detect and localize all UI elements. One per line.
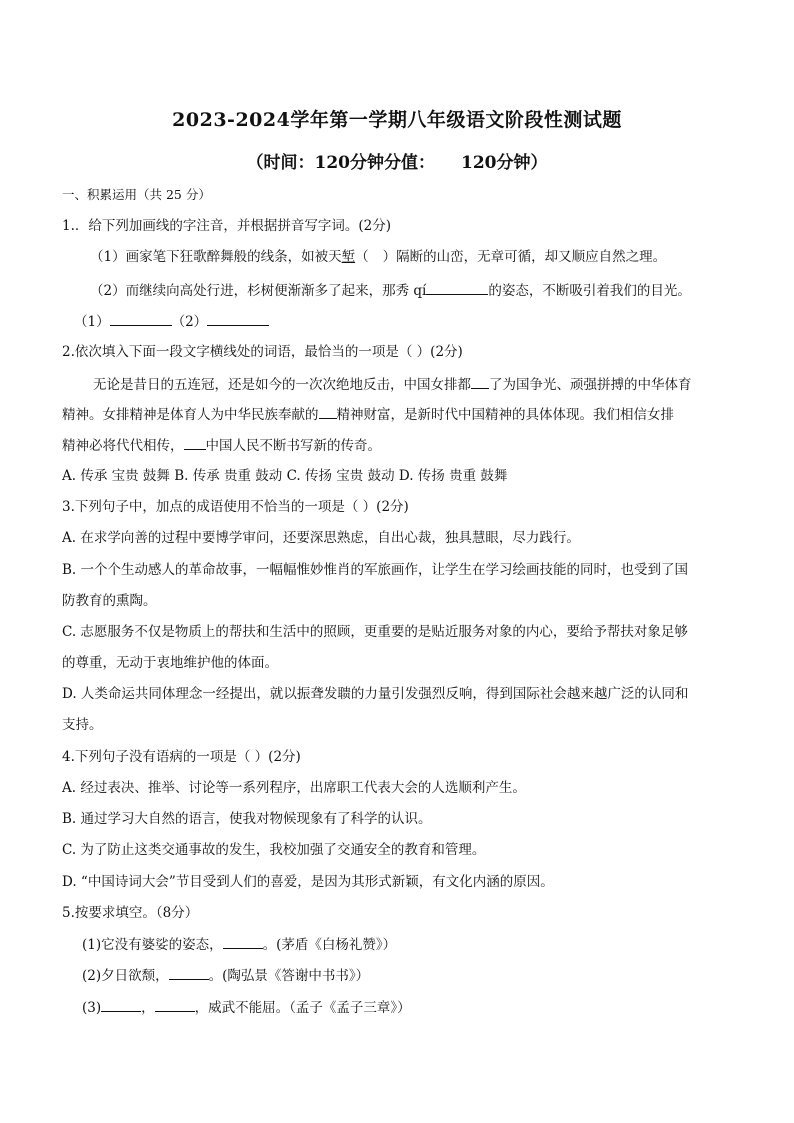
question-5-item-2: (2)夕日欲颓， 。(陶弘景《答谢中书书》）	[82, 965, 369, 986]
question-4-option-d: D. “中国诗词大会”节目受到人们的喜爱，是因为其形式新颖，有文化内涵的原因。	[62, 874, 554, 890]
question-4-option-a: A. 经过表决、推举、讨论等一系列程序，出席职工代表大会的人选顺利产生。	[62, 780, 526, 796]
question-2-stem: 2.依次填入下面一段文字横线处的词语，最恰当的一项是（ ）(2分)	[62, 344, 463, 360]
answer-blank-1[interactable]	[101, 997, 141, 1012]
answer-blank-2[interactable]	[155, 997, 195, 1012]
page-title: 2023-2024学年第一学期八年级语文阶段性测试题	[172, 109, 622, 131]
question-3-option-d: D. 人类命运共同体理念一经提出，就以振聋发聩的力量引发强烈反响，得到国际社会越来越广泛的认同和	[62, 686, 689, 702]
question-4-option-b: B. 通过学习大自然的语言，使我对物候现象有了科学的认识。	[62, 811, 432, 827]
question-3-option-c: C. 志愿服务不仅是物质上的帮扶和生活中的照顾，更重要的是贴近服务对象的内心，要给予帮扶对象足够	[62, 624, 688, 640]
question-1-item-2: （2）而继续向高处行进，杉树便渐渐多了起来，那秀 qí 的姿态，不断吸引着我们的目光。	[90, 280, 691, 301]
question-2-options: A. 传承 宝贵 鼓舞 B. 传承 贵重 鼓动 C. 传扬 宝贵 鼓动 D. 传扬 贵重 鼓舞	[62, 468, 508, 484]
question-3-option-b: B. 一个个生动感人的革命故事，一幅幅惟妙惟肖的军旅画作，让学生在学习绘画技能的同时，也受到了国	[62, 562, 689, 578]
score-value: 120	[461, 153, 497, 173]
question-1-answers: （1） （2）	[74, 311, 269, 332]
question-3-option-d-cont: 支持。	[62, 717, 103, 733]
question-3-option-b-cont: 防教育的熏陶。	[62, 593, 157, 609]
time-label: （时间：	[246, 153, 315, 173]
question-5-stem: 5.按要求填空。（8分）	[62, 905, 199, 921]
time-value: 120	[314, 153, 350, 173]
answer-blank[interactable]	[471, 374, 489, 389]
answer-blank-1[interactable]	[110, 311, 172, 326]
answer-blank-2[interactable]	[207, 311, 269, 326]
answer-blank[interactable]	[223, 934, 263, 949]
question-1-item-1: （1）画家笔下狂歌醉舞般的线条，如被天堑（ ）隔断的山峦，无章可循，却又顺应自然之理。	[90, 249, 667, 265]
question-3-option-c-cont: 的尊重，无动于衷地维护他的体面。	[62, 655, 278, 671]
score-unit: 分钟）	[496, 153, 548, 173]
page-subtitle	[0, 148, 794, 173]
question-2-para-line-3: 精神必将代代相传， 中国人民不断书写新的传奇。	[62, 435, 381, 456]
question-3-option-a: A. 在求学向善的过程中要博学审问，还要深思熟虑，自出心裁，独具慧眼，尽力践行。	[62, 530, 580, 546]
answer-blank[interactable]	[319, 404, 337, 419]
answer-blank[interactable]	[184, 435, 206, 450]
time-unit: 分钟分值：	[350, 153, 435, 173]
question-4-option-c: C. 为了防止这类交通事故的发生，我校加强了交通安全的教育和管理。	[62, 842, 486, 858]
question-3-stem: 3.下列句子中，加点的成语使用不恰当的一项是（ ）(2分)	[62, 499, 409, 515]
answer-blank[interactable]	[426, 280, 488, 295]
underlined-char: 堑	[341, 249, 356, 265]
section-heading: 一、积累运用（共 25 分）	[62, 187, 211, 202]
answer-blank[interactable]	[169, 965, 209, 980]
question-5-item-3: (3) ， ，威武不能屈。（孟子《孟子三章》）	[82, 997, 411, 1018]
question-2-para-line-2: 精神。女排精神是体育人为中华民族奉献的 精神财富，是新时代中国精神的具体体现。我们相信女排	[62, 404, 674, 425]
question-1-stem: 1.．给下列加画线的字注音，并根据拼音写字词。(2分)	[62, 218, 392, 234]
question-5-item-1: (1)它没有婆娑的姿态， 。(茅盾《白杨礼赞》）	[82, 934, 396, 955]
question-4-stem: 4.下列句子没有语病的一项是（ ）(2分)	[62, 749, 301, 765]
question-2-para-line-1: 无论是昔日的五连冠，还是如今的一次次绝地反击，中国女排都 了为国争光、顽强拼搏的中华体育	[93, 374, 692, 395]
